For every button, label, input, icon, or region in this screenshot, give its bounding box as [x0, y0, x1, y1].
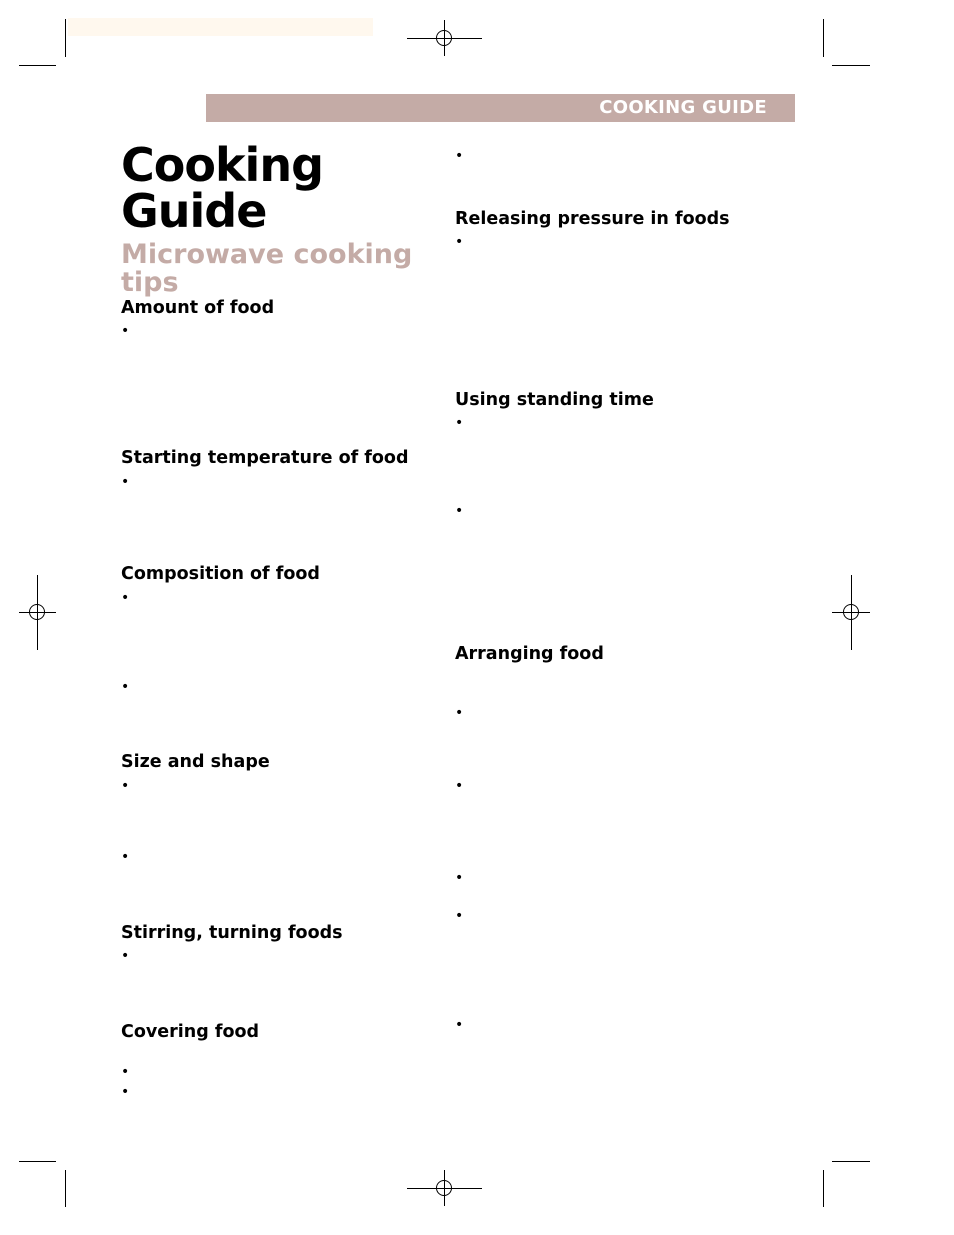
crop-mark-bottom-right-vertical [823, 1170, 824, 1207]
bullet-marker: • [455, 503, 464, 519]
heading-covering-food: Covering food [121, 1022, 260, 1042]
bullet-marker: • [121, 948, 130, 964]
bullet-marker: • [121, 1084, 130, 1100]
heading-using-standing-time: Using standing time [455, 390, 654, 410]
heading-stirring-turning-foods: Stirring, turning foods [121, 923, 343, 943]
bullet-marker: • [455, 415, 464, 431]
page-subtitle: Microwave cooking tips [121, 239, 413, 298]
bullet-marker: • [121, 590, 130, 606]
crop-mark-top-right-vertical [823, 19, 824, 57]
bullet-marker: • [455, 234, 464, 250]
page-title [121, 138, 323, 238]
bullet-marker: • [455, 778, 464, 794]
heading-composition-of-food: Composition of food [121, 564, 320, 584]
bullet-marker: • [121, 323, 130, 339]
heading-amount-of-food: Amount of food [121, 298, 275, 318]
crop-mark-top-right-horizontal [832, 65, 870, 66]
bullet-marker: • [455, 908, 464, 924]
bullet-marker: • [455, 870, 464, 886]
bullet-marker: • [121, 1064, 130, 1080]
bullet-marker: • [121, 679, 130, 695]
bullet-marker: • [121, 474, 130, 490]
heading-size-and-shape: Size and shape [121, 752, 270, 772]
banner-label: COOKING GUIDE [599, 97, 767, 118]
heading-releasing-pressure: Releasing pressure in foods [455, 209, 730, 229]
bullet-marker: • [121, 849, 130, 865]
crop-mark-top-left-horizontal [19, 65, 56, 66]
section-banner [206, 94, 795, 122]
crop-mark-bottom-left-horizontal [19, 1161, 56, 1162]
bullet-marker: • [455, 1017, 464, 1033]
page-title-line-1: Cooking [121, 138, 323, 192]
bullet-marker: • [121, 778, 130, 794]
crop-mark-bottom-left-vertical [65, 1170, 66, 1207]
bullet-marker: • [455, 705, 464, 721]
crop-mark-bottom-right-horizontal [832, 1161, 870, 1162]
heading-arranging-food: Arranging food [455, 644, 604, 664]
top-tint-strip [68, 18, 373, 36]
bullet-marker: • [455, 148, 464, 164]
heading-starting-temperature: Starting temperature of food [121, 448, 409, 468]
page-title-line-2: Guide [121, 184, 267, 238]
crop-mark-top-left-vertical [65, 19, 66, 57]
